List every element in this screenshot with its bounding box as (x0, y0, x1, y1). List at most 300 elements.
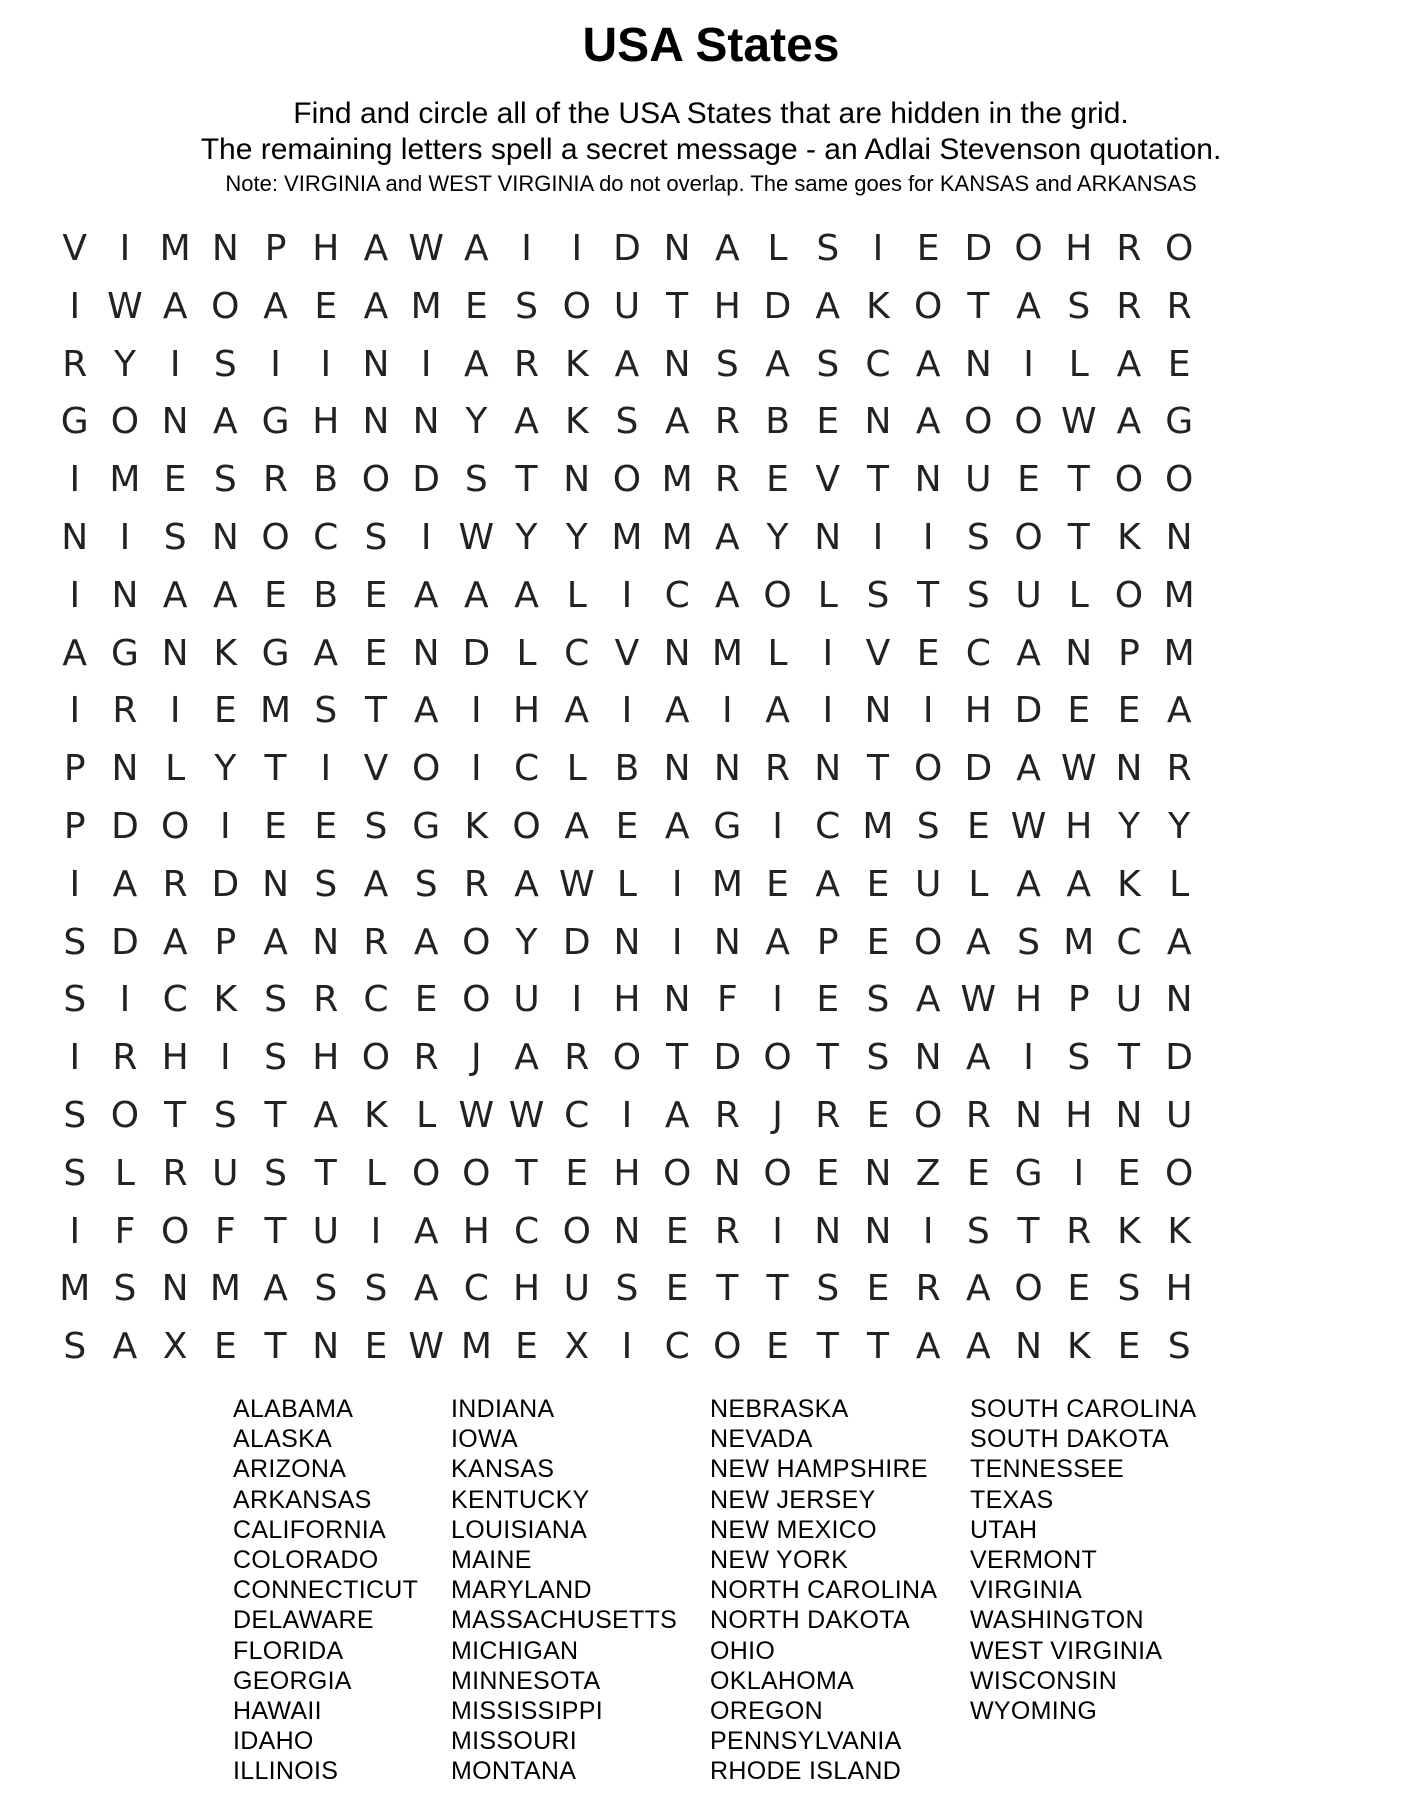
grid-letter[interactable]: W (1060, 748, 1097, 790)
grid-letter[interactable]: C (1116, 921, 1142, 963)
grid-letter[interactable]: R (1166, 748, 1192, 790)
grid-letter[interactable]: M (661, 516, 693, 558)
grid-letter[interactable]: N (864, 690, 892, 732)
grid-letter[interactable]: I (1073, 1152, 1085, 1194)
grid-letter[interactable]: W (458, 516, 495, 558)
grid-letter[interactable]: L (566, 748, 587, 790)
grid-letter[interactable]: O (562, 1210, 591, 1252)
grid-letter[interactable]: T (264, 1326, 287, 1368)
grid-letter[interactable]: M (1163, 574, 1195, 616)
grid-letter[interactable]: I (69, 574, 81, 616)
grid-letter[interactable]: I (1023, 1037, 1034, 1079)
grid-letter[interactable]: G (261, 632, 290, 674)
grid-letter[interactable]: A (1066, 863, 1092, 905)
grid-letter[interactable]: H (513, 1268, 541, 1310)
grid-letter[interactable]: N (262, 863, 290, 905)
grid-letter[interactable]: S (63, 1152, 87, 1194)
grid-letter[interactable]: U (563, 1268, 590, 1310)
grid-letter[interactable]: A (263, 921, 288, 963)
grid-letter[interactable]: I (772, 805, 783, 847)
grid-letter[interactable]: S (264, 979, 287, 1021)
grid-letter[interactable]: A (514, 401, 539, 443)
grid-letter[interactable]: K (213, 632, 238, 674)
grid-letter[interactable]: A (464, 574, 489, 616)
grid-letter[interactable]: O (462, 921, 491, 963)
grid-letter[interactable]: B (313, 574, 339, 616)
grid-letter[interactable]: T (264, 1210, 287, 1252)
grid-letter[interactable]: I (621, 1094, 633, 1136)
grid-letter[interactable]: T (967, 285, 990, 327)
grid-letter[interactable]: S (816, 228, 840, 269)
grid-letter[interactable]: A (363, 285, 389, 327)
grid-letter[interactable]: V (815, 459, 841, 501)
grid-letter[interactable]: O (562, 285, 591, 327)
grid-letter[interactable]: R (815, 1094, 841, 1136)
grid-letter[interactable]: F (716, 979, 738, 1021)
grid-letter[interactable]: R (1116, 285, 1142, 327)
grid-letter[interactable]: N (563, 459, 591, 501)
grid-letter[interactable]: A (1166, 921, 1192, 963)
grid-letter[interactable]: A (363, 863, 389, 905)
grid-letter[interactable]: A (413, 1210, 439, 1252)
grid-letter[interactable]: A (564, 805, 590, 847)
grid-letter[interactable]: R (915, 1268, 941, 1310)
grid-letter[interactable]: S (916, 805, 940, 847)
grid-letter[interactable]: A (413, 690, 439, 732)
grid-letter[interactable]: I (119, 979, 131, 1021)
grid-letter[interactable]: A (765, 343, 790, 385)
grid-letter[interactable]: W (408, 228, 444, 269)
grid-letter[interactable]: X (564, 1326, 590, 1368)
grid-letter[interactable]: M (410, 285, 442, 327)
grid-letter[interactable]: N (1115, 1094, 1143, 1136)
grid-letter[interactable]: N (111, 574, 139, 616)
grid-letter[interactable]: K (464, 805, 489, 847)
grid-letter[interactable]: I (119, 516, 131, 558)
grid-letter[interactable]: R (112, 1037, 138, 1079)
grid-letter[interactable]: O (512, 805, 541, 847)
grid-letter[interactable]: E (515, 1326, 538, 1368)
grid-letter[interactable]: E (615, 805, 639, 847)
grid-letter[interactable]: D (562, 921, 591, 963)
grid-letter[interactable]: G (412, 805, 441, 847)
grid-letter[interactable]: R (714, 459, 740, 501)
grid-letter[interactable]: S (163, 516, 187, 558)
grid-letter[interactable]: I (220, 805, 231, 847)
grid-letter[interactable]: N (663, 979, 691, 1021)
grid-letter[interactable]: A (715, 516, 740, 558)
grid-letter[interactable]: A (664, 1094, 690, 1136)
grid-letter[interactable]: H (1065, 228, 1093, 269)
grid-letter[interactable]: N (1015, 1326, 1043, 1368)
grid-letter[interactable]: O (462, 979, 491, 1021)
grid-letter[interactable]: T (866, 459, 889, 501)
grid-letter[interactable]: D (211, 863, 240, 905)
grid-letter[interactable]: N (362, 343, 390, 385)
grid-letter[interactable]: S (63, 1094, 87, 1136)
grid-letter[interactable]: A (112, 863, 138, 905)
grid-letter[interactable]: O (913, 1094, 943, 1136)
grid-letter[interactable]: U (914, 863, 942, 905)
grid-letter[interactable]: O (1014, 516, 1043, 558)
grid-letter[interactable]: Y (113, 343, 136, 385)
grid-letter[interactable]: S (966, 516, 990, 558)
grid-letter[interactable]: E (1067, 1268, 1091, 1310)
grid-letter[interactable]: E (364, 632, 388, 674)
grid-letter[interactable]: O (1164, 228, 1194, 269)
grid-letter[interactable]: A (413, 574, 439, 616)
grid-letter[interactable]: K (564, 343, 589, 385)
grid-letter[interactable]: H (462, 1210, 490, 1252)
grid-letter[interactable]: A (1016, 748, 1041, 790)
grid-letter[interactable]: H (964, 690, 992, 732)
grid-letter[interactable]: O (1014, 1268, 1043, 1310)
grid-letter[interactable]: S (314, 863, 338, 905)
grid-letter[interactable]: A (363, 228, 389, 269)
grid-letter[interactable]: S (715, 343, 739, 385)
grid-letter[interactable]: I (822, 690, 834, 732)
grid-letter[interactable]: N (663, 343, 691, 385)
grid-letter[interactable]: N (663, 748, 691, 790)
grid-letter[interactable]: I (922, 516, 934, 558)
grid-letter[interactable]: N (362, 401, 390, 443)
grid-letter[interactable]: I (270, 343, 281, 385)
grid-letter[interactable]: A (313, 632, 339, 674)
grid-letter[interactable]: W (508, 1094, 545, 1136)
grid-letter[interactable]: C (313, 516, 339, 558)
grid-letter[interactable]: A (162, 285, 188, 327)
grid-letter[interactable]: A (62, 632, 88, 674)
grid-letter[interactable]: S (63, 1326, 87, 1368)
grid-letter[interactable]: I (521, 228, 532, 269)
grid-letter[interactable]: S (615, 1268, 639, 1310)
grid-letter[interactable]: Y (1117, 805, 1140, 847)
grid-letter[interactable]: E (213, 690, 237, 732)
grid-letter[interactable]: K (866, 285, 890, 327)
grid-letter[interactable]: A (1116, 401, 1142, 443)
grid-letter[interactable]: Y (214, 748, 237, 790)
grid-letter[interactable]: N (1065, 632, 1093, 674)
grid-letter[interactable]: R (62, 343, 88, 385)
grid-letter[interactable]: O (261, 516, 290, 558)
grid-letter[interactable]: R (1116, 228, 1142, 269)
grid-letter[interactable]: A (915, 1326, 941, 1368)
grid-letter[interactable]: H (1015, 979, 1043, 1021)
grid-letter[interactable]: E (364, 1326, 388, 1368)
grid-letter[interactable]: S (1067, 1037, 1091, 1079)
grid-letter[interactable]: I (722, 690, 733, 732)
grid-letter[interactable]: A (614, 343, 640, 385)
grid-letter[interactable]: O (763, 574, 792, 616)
grid-letter[interactable]: S (615, 401, 639, 443)
grid-letter[interactable]: I (621, 1326, 633, 1368)
grid-letter[interactable]: T (515, 459, 538, 501)
grid-letter[interactable]: K (564, 401, 589, 443)
grid-letter[interactable]: U (1115, 979, 1143, 1021)
grid-letter[interactable]: E (314, 805, 338, 847)
grid-letter[interactable]: H (613, 979, 641, 1021)
grid-letter[interactable]: I (420, 343, 432, 385)
grid-letter[interactable]: W (1060, 401, 1097, 443)
grid-letter[interactable]: R (1166, 285, 1192, 327)
grid-letter[interactable]: O (763, 1152, 792, 1194)
grid-letter[interactable]: I (772, 979, 783, 1021)
grid-letter[interactable]: I (69, 459, 81, 501)
grid-letter[interactable]: I (822, 632, 834, 674)
grid-letter[interactable]: A (413, 921, 439, 963)
grid-letter[interactable]: L (767, 632, 788, 674)
grid-letter[interactable]: S (213, 1094, 237, 1136)
grid-letter[interactable]: M (109, 459, 141, 501)
grid-letter[interactable]: I (471, 748, 482, 790)
grid-letter[interactable]: N (1115, 748, 1143, 790)
grid-letter[interactable]: D (613, 228, 641, 269)
grid-letter[interactable]: T (1067, 516, 1090, 558)
grid-letter[interactable]: O (913, 921, 943, 963)
grid-letter[interactable]: R (363, 921, 389, 963)
grid-letter[interactable]: A (664, 805, 690, 847)
grid-letter[interactable]: S (264, 1152, 287, 1194)
grid-letter[interactable]: N (111, 748, 139, 790)
grid-letter[interactable]: A (664, 690, 690, 732)
grid-letter[interactable]: R (514, 343, 540, 385)
grid-letter[interactable]: E (1117, 1152, 1141, 1194)
grid-letter[interactable]: E (464, 285, 488, 327)
grid-letter[interactable]: E (364, 574, 388, 616)
grid-letter[interactable]: S (816, 1268, 840, 1310)
grid-letter[interactable]: I (1023, 343, 1034, 385)
grid-letter[interactable]: A (966, 1268, 991, 1310)
grid-letter[interactable]: A (815, 285, 841, 327)
grid-letter[interactable]: H (513, 690, 541, 732)
grid-letter[interactable]: G (1165, 401, 1194, 443)
grid-letter[interactable]: N (814, 1210, 842, 1252)
grid-letter[interactable]: J (471, 1037, 482, 1079)
grid-letter[interactable]: A (966, 921, 991, 963)
grid-letter[interactable]: I (621, 574, 633, 616)
grid-letter[interactable]: O (713, 1326, 742, 1368)
grid-letter[interactable]: K (1167, 1210, 1191, 1252)
grid-letter[interactable]: R (765, 748, 791, 790)
grid-letter[interactable]: N (412, 401, 440, 443)
grid-letter[interactable]: R (112, 690, 138, 732)
grid-letter[interactable]: T (716, 1268, 739, 1310)
grid-letter[interactable]: C (162, 979, 188, 1021)
grid-letter[interactable]: O (1164, 459, 1194, 501)
grid-letter[interactable]: C (865, 343, 891, 385)
grid-letter[interactable]: T (515, 1152, 538, 1194)
grid-letter[interactable]: A (966, 1326, 991, 1368)
grid-letter[interactable]: I (69, 1210, 81, 1252)
grid-letter[interactable]: A (966, 1037, 991, 1079)
grid-letter[interactable]: H (312, 1037, 340, 1079)
grid-letter[interactable]: U (312, 1210, 339, 1252)
grid-letter[interactable]: E (665, 1210, 689, 1252)
grid-letter[interactable]: A (1016, 632, 1041, 674)
grid-letter[interactable]: I (471, 690, 482, 732)
grid-letter[interactable]: S (264, 1037, 287, 1079)
grid-letter[interactable]: I (69, 285, 81, 327)
grid-letter[interactable]: K (364, 1094, 388, 1136)
grid-letter[interactable]: P (1118, 632, 1140, 674)
grid-letter[interactable]: I (320, 748, 332, 790)
grid-letter[interactable]: B (765, 401, 790, 443)
grid-letter[interactable]: A (263, 285, 288, 327)
grid-letter[interactable]: A (213, 401, 238, 443)
grid-letter[interactable]: N (713, 921, 741, 963)
grid-letter[interactable]: R (263, 459, 289, 501)
grid-letter[interactable]: M (711, 863, 743, 905)
grid-letter[interactable]: S (966, 1210, 990, 1252)
grid-letter[interactable]: A (514, 574, 539, 616)
grid-letter[interactable]: W (558, 863, 595, 905)
grid-letter[interactable]: S (414, 863, 438, 905)
grid-letter[interactable]: N (211, 228, 239, 269)
grid-letter[interactable]: C (564, 632, 590, 674)
grid-letter[interactable]: T (164, 1094, 187, 1136)
grid-letter[interactable]: O (211, 285, 240, 327)
grid-letter[interactable]: R (714, 401, 740, 443)
grid-letter[interactable]: S (464, 459, 488, 501)
grid-letter[interactable]: N (663, 228, 691, 269)
grid-letter[interactable]: N (613, 921, 641, 963)
grid-letter[interactable]: W (458, 1094, 495, 1136)
grid-letter[interactable]: N (412, 632, 440, 674)
grid-letter[interactable]: M (611, 516, 643, 558)
grid-letter[interactable]: O (1014, 401, 1043, 443)
grid-letter[interactable]: O (361, 459, 391, 501)
grid-letter[interactable]: O (913, 285, 943, 327)
grid-letter[interactable]: A (664, 401, 690, 443)
grid-letter[interactable]: E (665, 1268, 689, 1310)
grid-letter[interactable]: E (866, 921, 890, 963)
grid-letter[interactable]: D (412, 459, 440, 501)
grid-letter[interactable]: C (564, 1094, 590, 1136)
grid-letter[interactable]: R (714, 1094, 740, 1136)
grid-letter[interactable]: E (766, 1326, 789, 1368)
grid-letter[interactable]: Y (515, 516, 538, 558)
grid-letter[interactable]: R (162, 863, 188, 905)
grid-letter[interactable]: O (160, 805, 190, 847)
grid-letter[interactable]: M (209, 1268, 241, 1310)
grid-letter[interactable]: A (1166, 690, 1192, 732)
grid-letter[interactable]: U (1165, 1094, 1193, 1136)
grid-letter[interactable]: M (159, 228, 191, 269)
grid-letter[interactable]: I (169, 343, 181, 385)
grid-letter[interactable]: S (63, 979, 87, 1021)
grid-letter[interactable]: J (772, 1094, 783, 1136)
grid-letter[interactable]: P (214, 921, 237, 963)
grid-letter[interactable]: T (816, 1037, 839, 1079)
grid-letter[interactable]: H (613, 1152, 641, 1194)
grid-letter[interactable]: I (69, 863, 81, 905)
grid-letter[interactable]: G (261, 401, 290, 443)
grid-letter[interactable]: K (1117, 863, 1141, 905)
grid-letter[interactable]: T (1067, 459, 1090, 501)
grid-letter[interactable]: U (212, 1152, 239, 1194)
grid-letter[interactable]: P (1067, 979, 1090, 1021)
grid-letter[interactable]: S (816, 343, 840, 385)
grid-letter[interactable]: D (964, 748, 993, 790)
grid-letter[interactable]: E (264, 805, 287, 847)
grid-letter[interactable]: N (161, 1268, 189, 1310)
grid-letter[interactable]: N (964, 343, 992, 385)
grid-letter[interactable]: A (112, 1326, 138, 1368)
grid-letter[interactable]: I (872, 516, 884, 558)
grid-letter[interactable]: N (713, 1152, 741, 1194)
grid-letter[interactable]: P (63, 805, 86, 847)
grid-letter[interactable]: N (914, 459, 942, 501)
grid-letter[interactable]: G (713, 805, 742, 847)
grid-letter[interactable]: M (862, 805, 894, 847)
grid-letter[interactable]: U (613, 285, 641, 327)
grid-letter[interactable]: C (965, 632, 991, 674)
grid-letter[interactable]: H (312, 401, 340, 443)
grid-letter[interactable]: E (816, 401, 840, 443)
grid-letter[interactable]: O (160, 1210, 190, 1252)
grid-letter[interactable]: O (913, 748, 943, 790)
grid-letter[interactable]: N (864, 1152, 892, 1194)
grid-letter[interactable]: M (1063, 921, 1095, 963)
grid-letter[interactable]: W (960, 979, 997, 1021)
grid-letter[interactable]: R (965, 1094, 991, 1136)
grid-letter[interactable]: A (464, 343, 489, 385)
grid-letter[interactable]: M (661, 459, 693, 501)
grid-letter[interactable]: L (516, 632, 537, 674)
grid-letter[interactable]: I (320, 343, 332, 385)
grid-letter[interactable]: S (1017, 921, 1040, 963)
grid-letter[interactable]: A (564, 690, 590, 732)
grid-letter[interactable]: C (513, 748, 540, 790)
grid-letter[interactable]: A (162, 574, 188, 616)
grid-letter[interactable]: E (1067, 690, 1091, 732)
grid-letter[interactable]: W (107, 285, 143, 327)
grid-letter[interactable]: D (462, 632, 491, 674)
grid-letter[interactable]: A (413, 1268, 439, 1310)
grid-letter[interactable]: L (968, 863, 989, 905)
grid-letter[interactable]: N (1165, 979, 1193, 1021)
grid-letter[interactable]: L (1068, 574, 1089, 616)
grid-letter[interactable]: L (1169, 863, 1190, 905)
grid-letter[interactable]: X (162, 1326, 188, 1368)
grid-letter[interactable]: U (1015, 574, 1042, 616)
grid-letter[interactable]: S (515, 285, 538, 327)
grid-letter[interactable]: Z (915, 1152, 941, 1194)
grid-letter[interactable]: A (815, 863, 841, 905)
grid-letter[interactable]: K (1066, 1326, 1091, 1368)
grid-letter[interactable]: A (715, 228, 740, 269)
grid-letter[interactable]: E (1117, 1326, 1141, 1368)
grid-letter[interactable]: M (460, 1326, 492, 1368)
grid-letter[interactable]: O (411, 1152, 441, 1194)
grid-letter[interactable]: A (1116, 343, 1142, 385)
grid-letter[interactable]: S (1117, 1268, 1141, 1310)
grid-letter[interactable]: N (814, 748, 842, 790)
grid-letter[interactable]: T (666, 1037, 689, 1079)
grid-letter[interactable]: O (1114, 459, 1144, 501)
grid-letter[interactable]: A (915, 343, 941, 385)
grid-letter[interactable]: Y (465, 401, 488, 443)
grid-letter[interactable]: M (260, 690, 292, 732)
grid-letter[interactable]: N (1015, 1094, 1043, 1136)
grid-letter[interactable]: N (211, 516, 239, 558)
grid-letter[interactable]: M (59, 1268, 91, 1310)
grid-letter[interactable]: A (1016, 863, 1041, 905)
grid-letter[interactable]: A (213, 574, 238, 616)
grid-letter[interactable]: V (865, 632, 891, 674)
grid-letter[interactable]: A (514, 1037, 539, 1079)
grid-letter[interactable]: S (866, 979, 890, 1021)
